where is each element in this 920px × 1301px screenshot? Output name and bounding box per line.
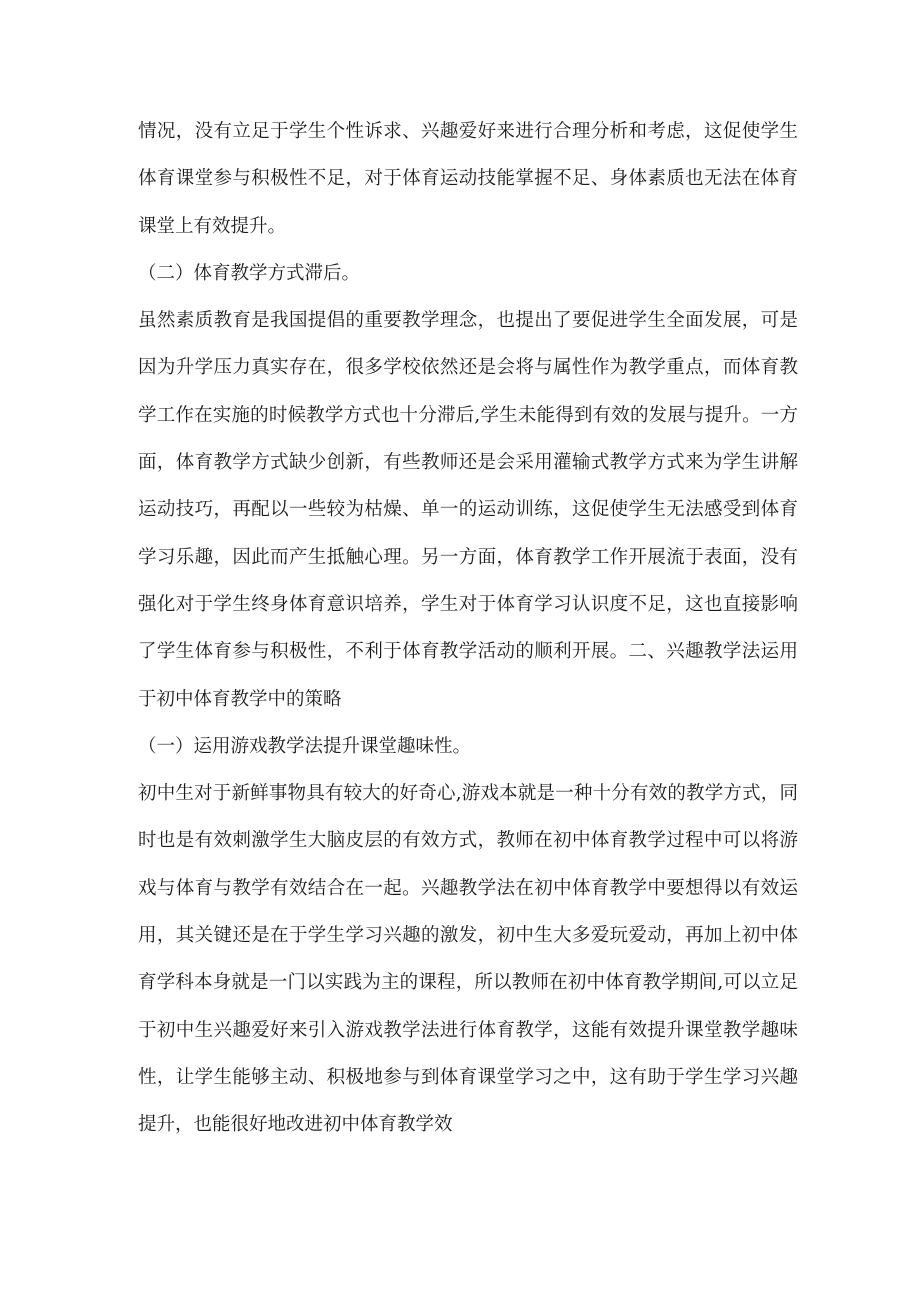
document-body xyxy=(138,108,798,1149)
paragraph-teaching-method: 虽然素质教育是我国提倡的重要教学理念，也提出了要促进学生全面发展，可是因为升学压力真实存在，很多学校依然还是会将与属性作为教学重点，而体育教学工作在实施的时候教学方式也十分滞后,学生未能得到有效的发展与提升。一方面，体育教学方式缺少创新，有些教师还是会采用灌输式教学方式来为学生讲解运动技巧，再配以一些较为枯燥、单一的运动训练，这促使学生无法感受到体育学习乐趣，因此而产生抵触心理。另一方面，体育教学工作开展流于表面，没有强化对于学生终身体育意识培养，学生对于体育学习认识度不足，这也直接影响了学生体育参与积极性，不利于体育教学活动的顺利开展。二、兴趣教学法运用于初中体育教学中的策略 xyxy=(138,310,798,710)
paragraph-continuation: 情况，没有立足于学生个性诉求、兴趣爱好来进行合理分析和考虑，这促使学生体育课堂参与积极性不足，对于体育运动技能掌握不足、身体素质也无法在体育课堂上有效提升。 xyxy=(138,121,798,237)
section-heading-1: （一）运用游戏教学法提升课堂趣味性。 xyxy=(138,735,472,757)
section-heading-2: （二）体育教学方式滞后。 xyxy=(138,262,361,284)
paragraph-game-teaching: 初中生对于新鲜事物具有较大的好奇心,游戏本就是一种十分有效的教学方式，同时也是有效刺激学生大脑皮层的有效方式，教师在初中体育教学过程中可以将游戏与体育与教学有效结合在一起。兴趣教学法在初中体育教学中要想得以有效运用，其关键还是在于学生学习兴趣的激发，初中生大多爱玩爱动，再加上初中体育学科本身就是一门以实践为主的课程，所以教师在初中体育教学期间,可以立足于初中生兴趣爱好来引入游戏教学法进行体育教学，这能有效提升课堂教学趣味性，让学生能够主动、积极地参与到体育课堂学习之中，这有助于学生学习兴趣提升，也能很好地改进初中体育教学效 xyxy=(138,783,798,1136)
